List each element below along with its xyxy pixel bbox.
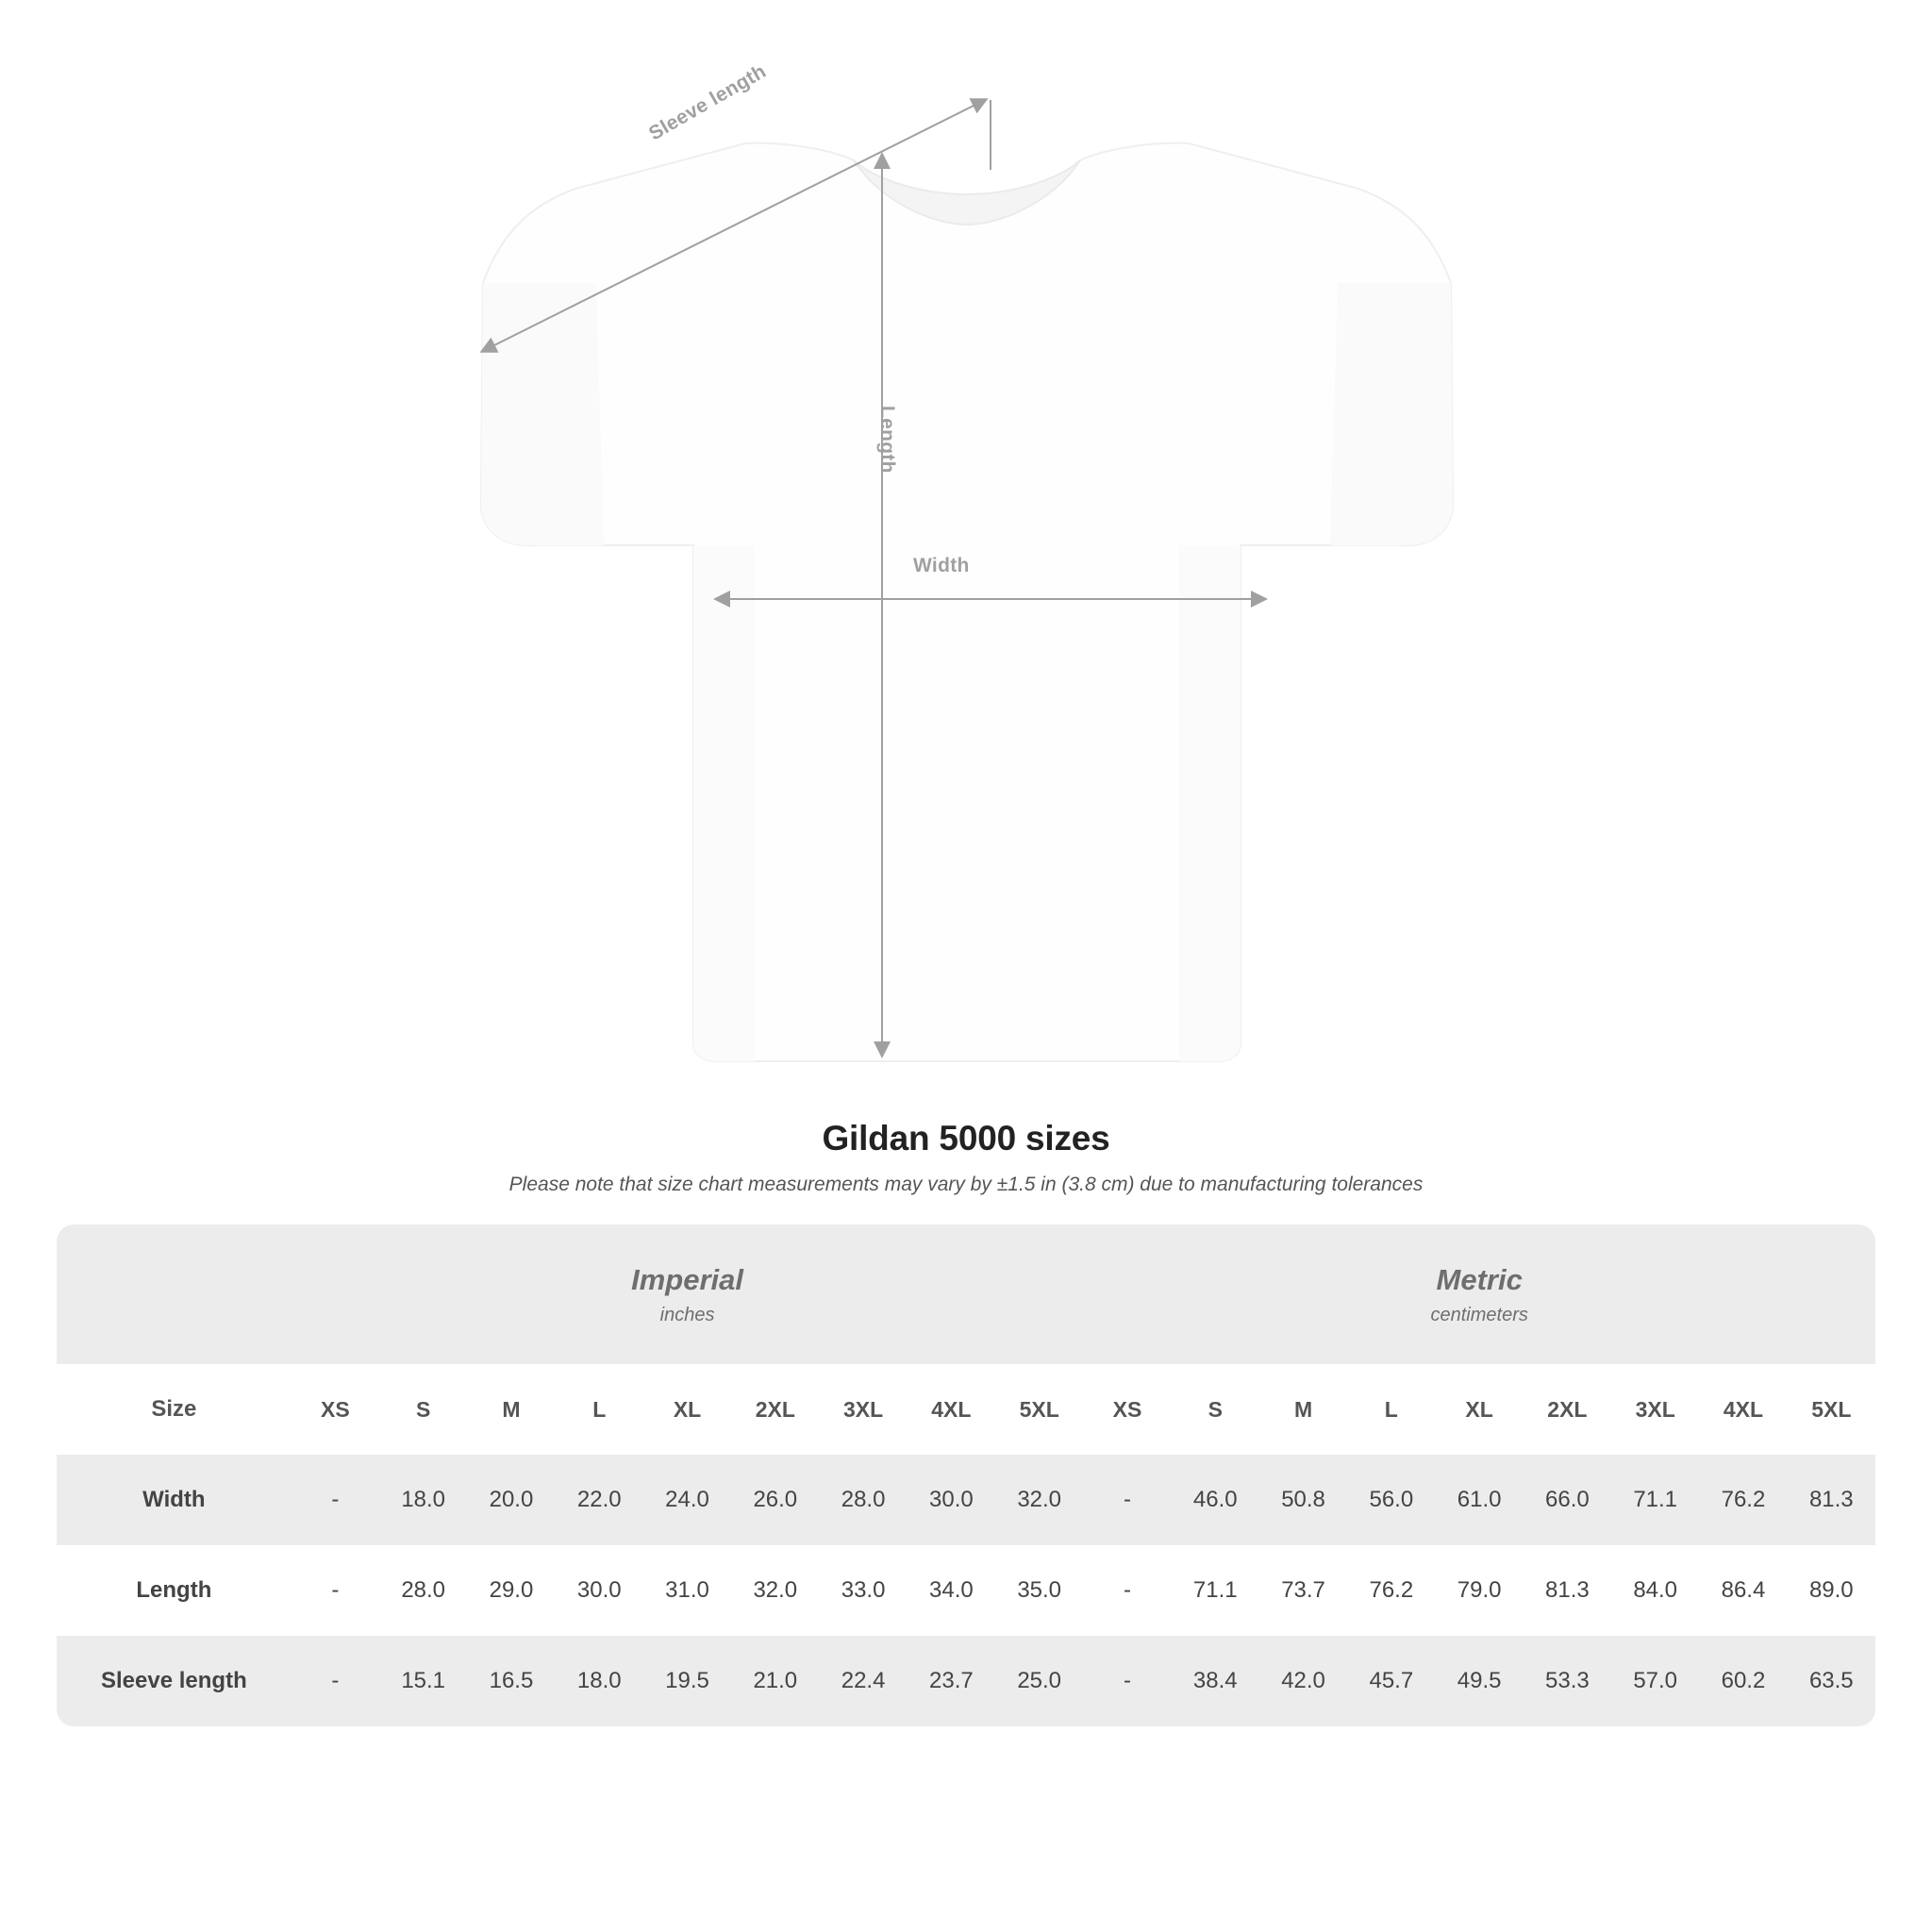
sleeve-length-label: Sleeve length <box>645 59 771 145</box>
measurement-cell: 16.5 <box>467 1636 555 1726</box>
measurement-cell: 24.0 <box>643 1455 731 1545</box>
measurement-cell: 35.0 <box>995 1545 1083 1636</box>
size-column-header: 2XL <box>1524 1364 1611 1455</box>
row-label: Width <box>57 1455 291 1545</box>
measurement-cell: 84.0 <box>1611 1545 1699 1636</box>
measurement-cell: 60.2 <box>1699 1636 1787 1726</box>
measurement-cell: 79.0 <box>1435 1545 1523 1636</box>
size-column-header: XL <box>1435 1364 1523 1455</box>
width-label: Width <box>913 555 970 576</box>
measurement-cell: 86.4 <box>1699 1545 1787 1636</box>
measurement-cell: 49.5 <box>1435 1636 1523 1726</box>
measurement-cell: 29.0 <box>467 1545 555 1636</box>
measurement-cell: 66.0 <box>1524 1455 1611 1545</box>
measurement-cell: 32.0 <box>731 1545 819 1636</box>
measurement-cell: 22.0 <box>556 1455 643 1545</box>
size-column-header: M <box>1259 1364 1347 1455</box>
measurement-cell: 71.1 <box>1611 1455 1699 1545</box>
size-column-header: 4XL <box>908 1364 995 1455</box>
measurement-cell: 61.0 <box>1435 1455 1523 1545</box>
size-column-header: 5XL <box>995 1364 1083 1455</box>
measurement-cell: 63.5 <box>1788 1636 1875 1726</box>
measurement-cell: 89.0 <box>1788 1545 1875 1636</box>
measurement-cell: 76.2 <box>1699 1455 1787 1545</box>
unit-name: Imperial <box>631 1262 743 1296</box>
measurement-cell: - <box>1083 1545 1171 1636</box>
table-row <box>57 1455 1875 1545</box>
measurement-cell: 73.7 <box>1259 1545 1347 1636</box>
measurement-cell: 38.4 <box>1172 1636 1259 1726</box>
size-column-header: 2XL <box>731 1364 819 1455</box>
measurement-cell: 46.0 <box>1172 1455 1259 1545</box>
measurement-cell: 28.0 <box>379 1545 467 1636</box>
measurement-cell: 25.0 <box>995 1636 1083 1726</box>
size-column-header: 3XL <box>819 1364 907 1455</box>
tolerance-note: Please note that size chart measurements may vary by ±1.5 in (3.8 cm) due to manufacturing tolerances <box>508 1174 1424 1195</box>
unit-group-header-metric <box>1083 1224 1875 1364</box>
measurement-cell: - <box>291 1636 379 1726</box>
measurement-cell: 34.0 <box>908 1545 995 1636</box>
row-label: Length <box>57 1545 291 1636</box>
unit-subtitle: inches <box>659 1304 715 1325</box>
size-header-row <box>57 1364 1875 1455</box>
measurement-cell: 71.1 <box>1172 1545 1259 1636</box>
measurement-cell: 18.0 <box>379 1455 467 1545</box>
measurement-cell: 23.7 <box>908 1636 995 1726</box>
size-table <box>57 1224 1875 1726</box>
page-title: Gildan 5000 sizes <box>822 1119 1110 1158</box>
unit-header-row <box>57 1224 1875 1364</box>
size-table-wrapper <box>57 1224 1875 1726</box>
measurement-cell: 32.0 <box>995 1455 1083 1545</box>
title-block <box>0 1119 1932 1196</box>
table-row <box>57 1636 1875 1726</box>
measurement-cell: - <box>1083 1636 1171 1726</box>
unit-subtitle: centimeters <box>1430 1304 1528 1325</box>
unit-group-header-imperial <box>291 1224 1084 1364</box>
measurement-cell: 30.0 <box>908 1455 995 1545</box>
measurement-cell: 22.4 <box>819 1636 907 1726</box>
measurement-cell: 50.8 <box>1259 1455 1347 1545</box>
measurement-cell: 30.0 <box>556 1545 643 1636</box>
measurement-cell: 42.0 <box>1259 1636 1347 1726</box>
measurement-cell: 31.0 <box>643 1545 731 1636</box>
measurement-cell: 76.2 <box>1347 1545 1435 1636</box>
size-column-header: S <box>1172 1364 1259 1455</box>
measurement-cell: 20.0 <box>467 1455 555 1545</box>
length-label: Length <box>876 406 898 474</box>
unit-name: Metric <box>1436 1262 1523 1296</box>
tshirt-shape <box>481 143 1453 1061</box>
measurement-cell: - <box>291 1455 379 1545</box>
row-label: Sleeve length <box>57 1636 291 1726</box>
table-corner-cell <box>57 1224 291 1364</box>
measurement-cell: 53.3 <box>1524 1636 1611 1726</box>
size-header-label: Size <box>57 1364 291 1455</box>
measurement-cell: 81.3 <box>1524 1545 1611 1636</box>
measurement-cell: 21.0 <box>731 1636 819 1726</box>
size-column-header: 5XL <box>1788 1364 1875 1455</box>
size-column-header: L <box>1347 1364 1435 1455</box>
table-row <box>57 1545 1875 1636</box>
measurement-cell: 18.0 <box>556 1636 643 1726</box>
size-column-header: 3XL <box>1611 1364 1699 1455</box>
measurement-cell: - <box>1083 1455 1171 1545</box>
size-column-header: XS <box>1083 1364 1171 1455</box>
size-column-header: XL <box>643 1364 731 1455</box>
measurement-cell: 81.3 <box>1788 1455 1875 1545</box>
measurement-cell: 26.0 <box>731 1455 819 1545</box>
measurement-cell: - <box>291 1545 379 1636</box>
measurement-cell: 15.1 <box>379 1636 467 1726</box>
size-column-header: S <box>379 1364 467 1455</box>
measurement-cell: 56.0 <box>1347 1455 1435 1545</box>
size-column-header: XS <box>291 1364 379 1455</box>
size-column-header: 4XL <box>1699 1364 1787 1455</box>
measurement-cell: 28.0 <box>819 1455 907 1545</box>
size-column-header: M <box>467 1364 555 1455</box>
measurement-cell: 57.0 <box>1611 1636 1699 1726</box>
measurement-cell: 33.0 <box>819 1545 907 1636</box>
measurement-cell: 45.7 <box>1347 1636 1435 1726</box>
size-column-header: L <box>556 1364 643 1455</box>
measurement-cell: 19.5 <box>643 1636 731 1726</box>
